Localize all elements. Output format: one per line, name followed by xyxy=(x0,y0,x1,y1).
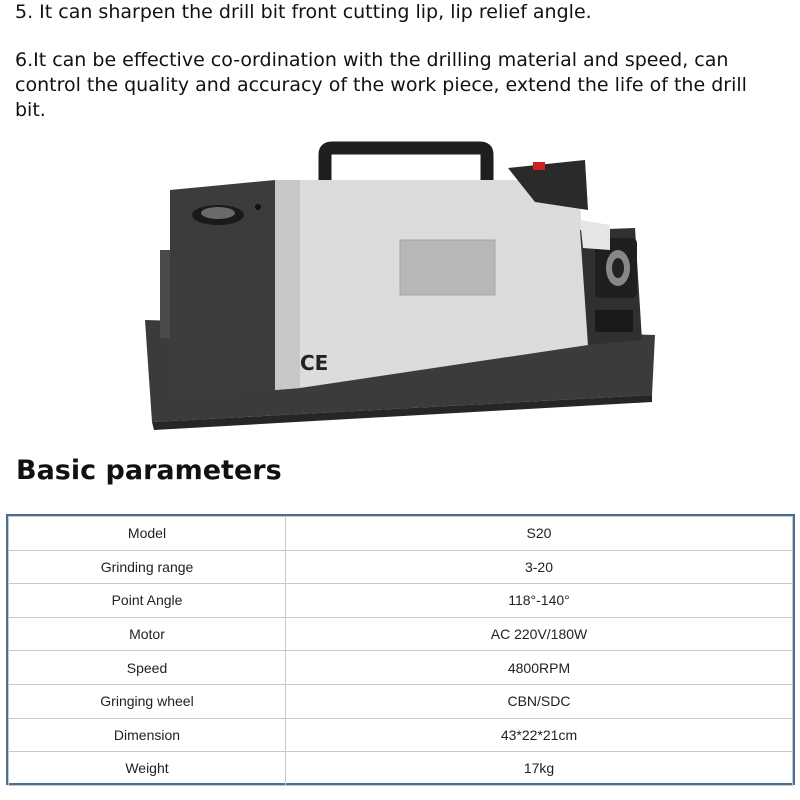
param-label: Gringing wheel xyxy=(9,684,286,718)
table-row xyxy=(9,752,793,786)
basic-parameters-heading: Basic parameters xyxy=(16,455,282,486)
drill-grinder-photo xyxy=(140,140,660,440)
param-label: Speed xyxy=(9,651,286,685)
feature-6-text: 6.It can be effective co-ordination with the drilling material and speed, can control the quality and accuracy of the work piece, extend the life of the drill bit. xyxy=(15,49,747,121)
table-row xyxy=(9,584,793,618)
param-label: Model xyxy=(9,517,286,551)
parameters-table xyxy=(6,514,795,785)
param-label: Motor xyxy=(9,617,286,651)
param-value: AC 220V/180W xyxy=(286,617,793,651)
table-row xyxy=(9,617,793,651)
param-value: CBN/SDC xyxy=(286,684,793,718)
table-row xyxy=(9,517,793,551)
param-label: Grinding range xyxy=(9,550,286,584)
table-row xyxy=(9,684,793,718)
ce-mark: CE xyxy=(300,351,329,375)
table-row xyxy=(9,651,793,685)
param-label: Weight xyxy=(9,752,286,786)
param-value: 43*22*21cm xyxy=(286,718,793,752)
param-value: 3-20 xyxy=(286,550,793,584)
param-label: Point Angle xyxy=(9,584,286,618)
param-value: S20 xyxy=(286,517,793,551)
param-value: 17kg xyxy=(286,752,793,786)
table-row xyxy=(9,550,793,584)
feature-5-text: 5. It can sharpen the drill bit front cutting lip, lip relief angle. xyxy=(15,1,592,23)
table-row xyxy=(9,718,793,752)
param-value: 118°-140° xyxy=(286,584,793,618)
param-label: Dimension xyxy=(9,718,286,752)
param-value: 4800RPM xyxy=(286,651,793,685)
